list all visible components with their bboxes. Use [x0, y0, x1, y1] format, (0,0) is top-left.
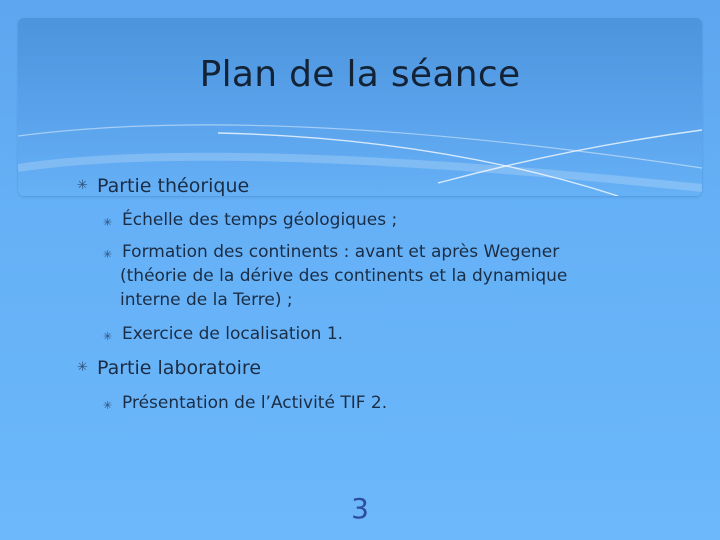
list-item: [103, 391, 388, 415]
list-item-text: Exercice de localisation 1.: [122, 324, 344, 344]
asterisk-bullet-icon: ✳: [77, 178, 88, 193]
section-label: Partie théorique: [97, 175, 250, 197]
section-partie-theorique: [77, 175, 250, 197]
list-item: [103, 322, 344, 346]
section-partie-laboratoire: [77, 357, 262, 379]
page-number: 3: [351, 492, 369, 525]
list-item-text: Échelle des temps géologiques ;: [122, 210, 398, 230]
asterisk-bullet-icon: ✳: [103, 399, 113, 412]
list-item-text: Formation des continents : avant et après Wegener: [122, 242, 560, 262]
list-item-continuation: interne de la Terre) ;: [120, 290, 293, 310]
list-item-continuation: (théorie de la dérive des continents et la dynamique: [120, 266, 568, 286]
asterisk-bullet-icon: ✳: [103, 330, 113, 343]
asterisk-bullet-icon: ✳: [77, 360, 88, 375]
asterisk-bullet-icon: ✳: [103, 216, 113, 229]
section-label: Partie laboratoire: [97, 357, 262, 379]
list-item-text: Présentation de l’Activité TIF 2.: [122, 393, 388, 413]
list-item: [103, 240, 560, 264]
slide-title: Plan de la séance: [199, 54, 521, 95]
list-item: [103, 208, 398, 232]
asterisk-bullet-icon: ✳: [103, 248, 113, 261]
